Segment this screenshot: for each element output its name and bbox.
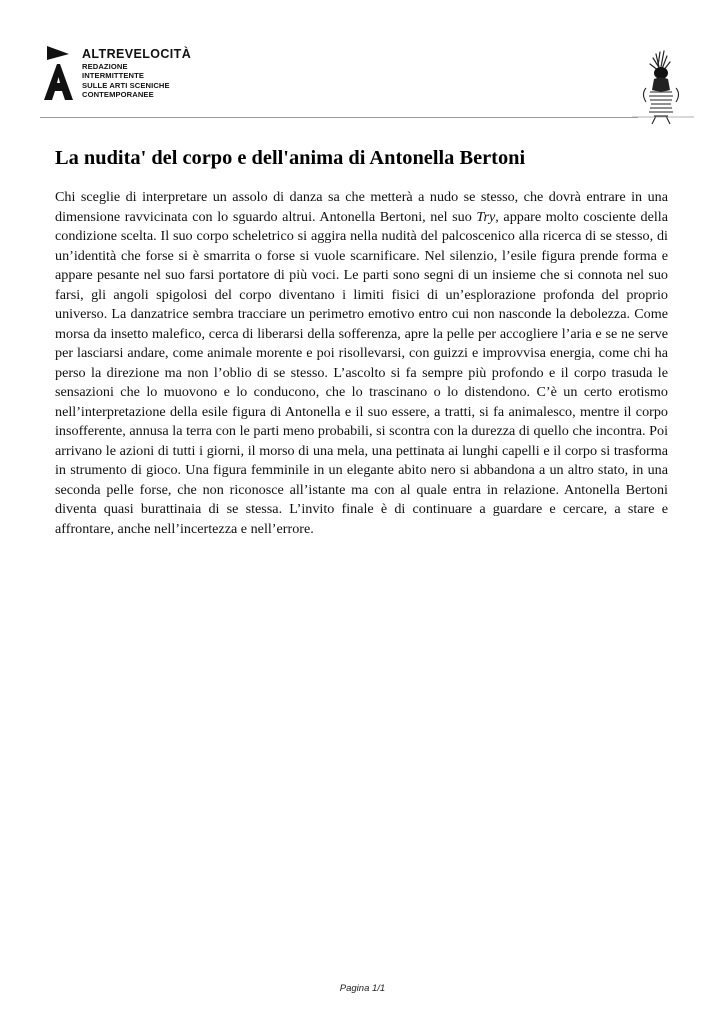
logo-subtitle-line: INTERMITTENTE — [82, 71, 145, 81]
page-footer — [0, 983, 725, 994]
logo-title: ALTREVELOCITÀ — [82, 47, 192, 61]
logo-subtitle-line: SULLE ARTI SCENICHE — [82, 80, 170, 90]
logo-subtitle — [82, 62, 191, 100]
article-body-text: , appare molto cosciente della condizione scelta. Il suo corpo scheletrico si aggira nella nudità del palcoscenico alla ricerca di se stesso, di un’identità che forse si è smarrita o forse si vuole scarnificare. Nel silenzio, l’esile figura prende forma e appare pesante nel suo farsi portatore di più voci. Le parti sono segni di un insieme che si connota nel suo farsi, gli angoli spigolosi del corpo diventano i limiti fisici di un’esplorazione profonda del proprio universo. La danzatrice sembra tracciare un perimetro emotivo entro cui non nasconde la debolezza. Come morsa da insetto malefico, cerca di liberarsi della sofferenza, apre la pelle per accogliere l’aria e se ne serve per lasciarsi andare, come animale morente e poi risollevarsi, con guizzi e improvvisa energia, come chi ha perso la direzione ma non l’oblio di se stesso. L’ascolto si fa sempre più profondo e il corpo trasuda le sensazioni che lo muovono e lo conducono, che lo trascinano o lo distendono. C’è un certo erotismo nell’interpretazione della esile figura di Antonella e il suo essere, a tratti, si fa animalesco, mentre il corpo insofferente, annusa la terra con le parti meno probabili, si scontra con la durezza di quello che incontra. Poi arrivano le azioni di tutti i giorni, il morso di una mela, una pettinata ai lunghi capelli e il corpo si trasforma in strumento di gioco. Una figura femminile in un elegante abito nero si abbandona a un altro stato, in una seconda pelle forse, che non riconosce all’istante ma con al quale entra in relazione. Antonella Bertoni diventa quasi burattinaia di se stessa. L’invito finale è di continuare a guardare e cercare, a stare e affrontare, anche nell’incertezza e nell’errore. — [55, 208, 668, 537]
logo-wordmark — [82, 48, 191, 100]
article — [55, 144, 668, 539]
logo-subtitle-line: REDAZIONE — [82, 62, 128, 71]
altrevelocita-logo-icon — [40, 44, 76, 102]
article-title: La nudita' del corpo e dell'anima di Antonella Bertoni — [55, 147, 526, 169]
header-divider — [40, 117, 638, 118]
article-body — [55, 188, 668, 539]
article-body-work-title: Try — [476, 208, 496, 225]
page-number: Pagina 1/1 — [339, 983, 386, 994]
article-body-text: Chi sceglie di interpretare un assolo di danza sa che metterà a nudo se stesso, che dovrà entrare in una dimensione ravvicinata con lo sguardo altrui. Antonella Bertoni, nel suo — [55, 189, 668, 225]
page-header — [0, 0, 725, 125]
sketch-figure-illustration-icon — [632, 46, 694, 126]
logo-subtitle-line: CONTEMPORANEE — [82, 90, 154, 100]
